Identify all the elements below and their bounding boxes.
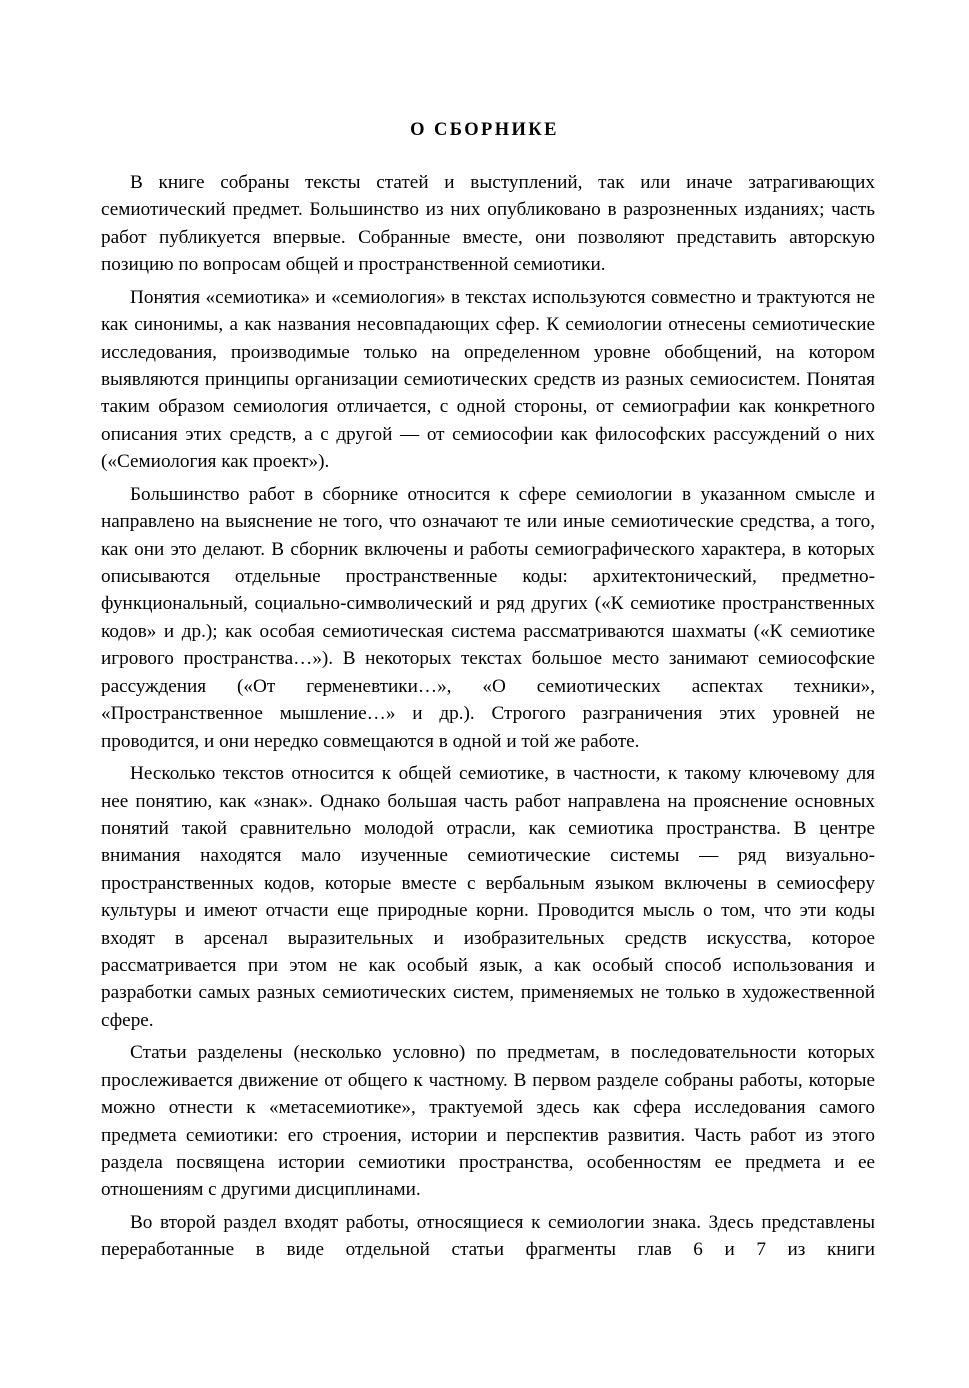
paragraph-semiology-works: Большинство работ в сборнике относится к сфере семиологии в указанном смысле и направлено на выяснение не того, что означают те или иные семиотические средства, а того, как они это делают. В сборник включены и работы семиографического характера, в которых описываются отдельные пространственные коды: архитектонический, предметно-функциональный, социально-символический и ряд других («К семиотике пространственных кодов» и др.); как особая семиотическая система рассматриваются шахматы («К семиотике игрового пространства…»). В некоторых текстах большое место занимают семиософские рассуждения («От герменевтики…», «О семиотических аспектах техники», «Пространственное мышление…» и др.). Строгого разграничения этих уровней не проводится, и они нередко совмещаются в одной и той же работе. — [101, 483, 875, 752]
paragraph-second-section: Во второй раздел входят работы, относящиеся к семиологии знака. Здесь представлены переработанные в виде отдельной статьи фрагменты глав 6 и 7 из книги — [101, 1211, 875, 1261]
page-title: О СБОРНИКЕ — [410, 120, 559, 140]
paragraph-general-semiotics: Несколько текстов относится к общей семиотике, в частности, к такому ключевому для нее понятию, как «знак». Однако большая часть работ направлена на прояснение основных понятий такой сравнительно молодой отрасли, как семиотика пространства. В центре внимания находятся мало изученные семиотические системы — ряд визуально-пространственных кодов, которые вместе с вербальным языком включены в семиосферу культуры и имеют отчасти еще природные корни. Проводится мысль о том, что эти коды входят в арсенал выразительных и изобразительных средств искусства, которое рассматривается при этом не как особый язык, а как особый способ использования и разработки самых разных семиотических систем, применяемых не только в художественной сфере. — [101, 763, 875, 1031]
paragraph-intro: В книге собраны тексты статей и выступлений, так или иначе затрагивающих семиотический предмет. Большинство из них опубликовано в разрозненных изданиях; часть работ публикуется впервые. Собранные вместе, они позволяют представить авторскую позицию по вопросам общей и пространственной семиотики. — [101, 172, 875, 276]
paragraph-semiotics-vs-semiology: Понятия «семиотика» и «семиология» в текстах используются совместно и трактуются не как синонимы, а как названия несовпадающих сфер. К семиологии отнесены семиотические исследования, производимые только на определенном уровне обобщений, на котором выявляются принципы организации семиотических средств из разных семиосистем. Понятая таким образом семиология отличается, с одной стороны, от семиографии как конкретного описания этих средств, а с другой — от семиософии как философских рассуждений о них («Семиология как проект»). — [101, 286, 875, 473]
paragraph-sections: Статьи разделены (несколько условно) по предметам, в последовательности которых прослеживается движение от общего к частному. В первом разделе собраны работы, которые можно отнести к «метасемиотике», трактуемой здесь как сфера исследования самого предмета семиотики: его строения, истории и перспектив развития. Часть работ из этого раздела посвящена истории семиотики пространства, особенностям ее предмета и ее отношениям с другими дисциплинами. — [101, 1042, 875, 1201]
body-text — [101, 169, 875, 1264]
